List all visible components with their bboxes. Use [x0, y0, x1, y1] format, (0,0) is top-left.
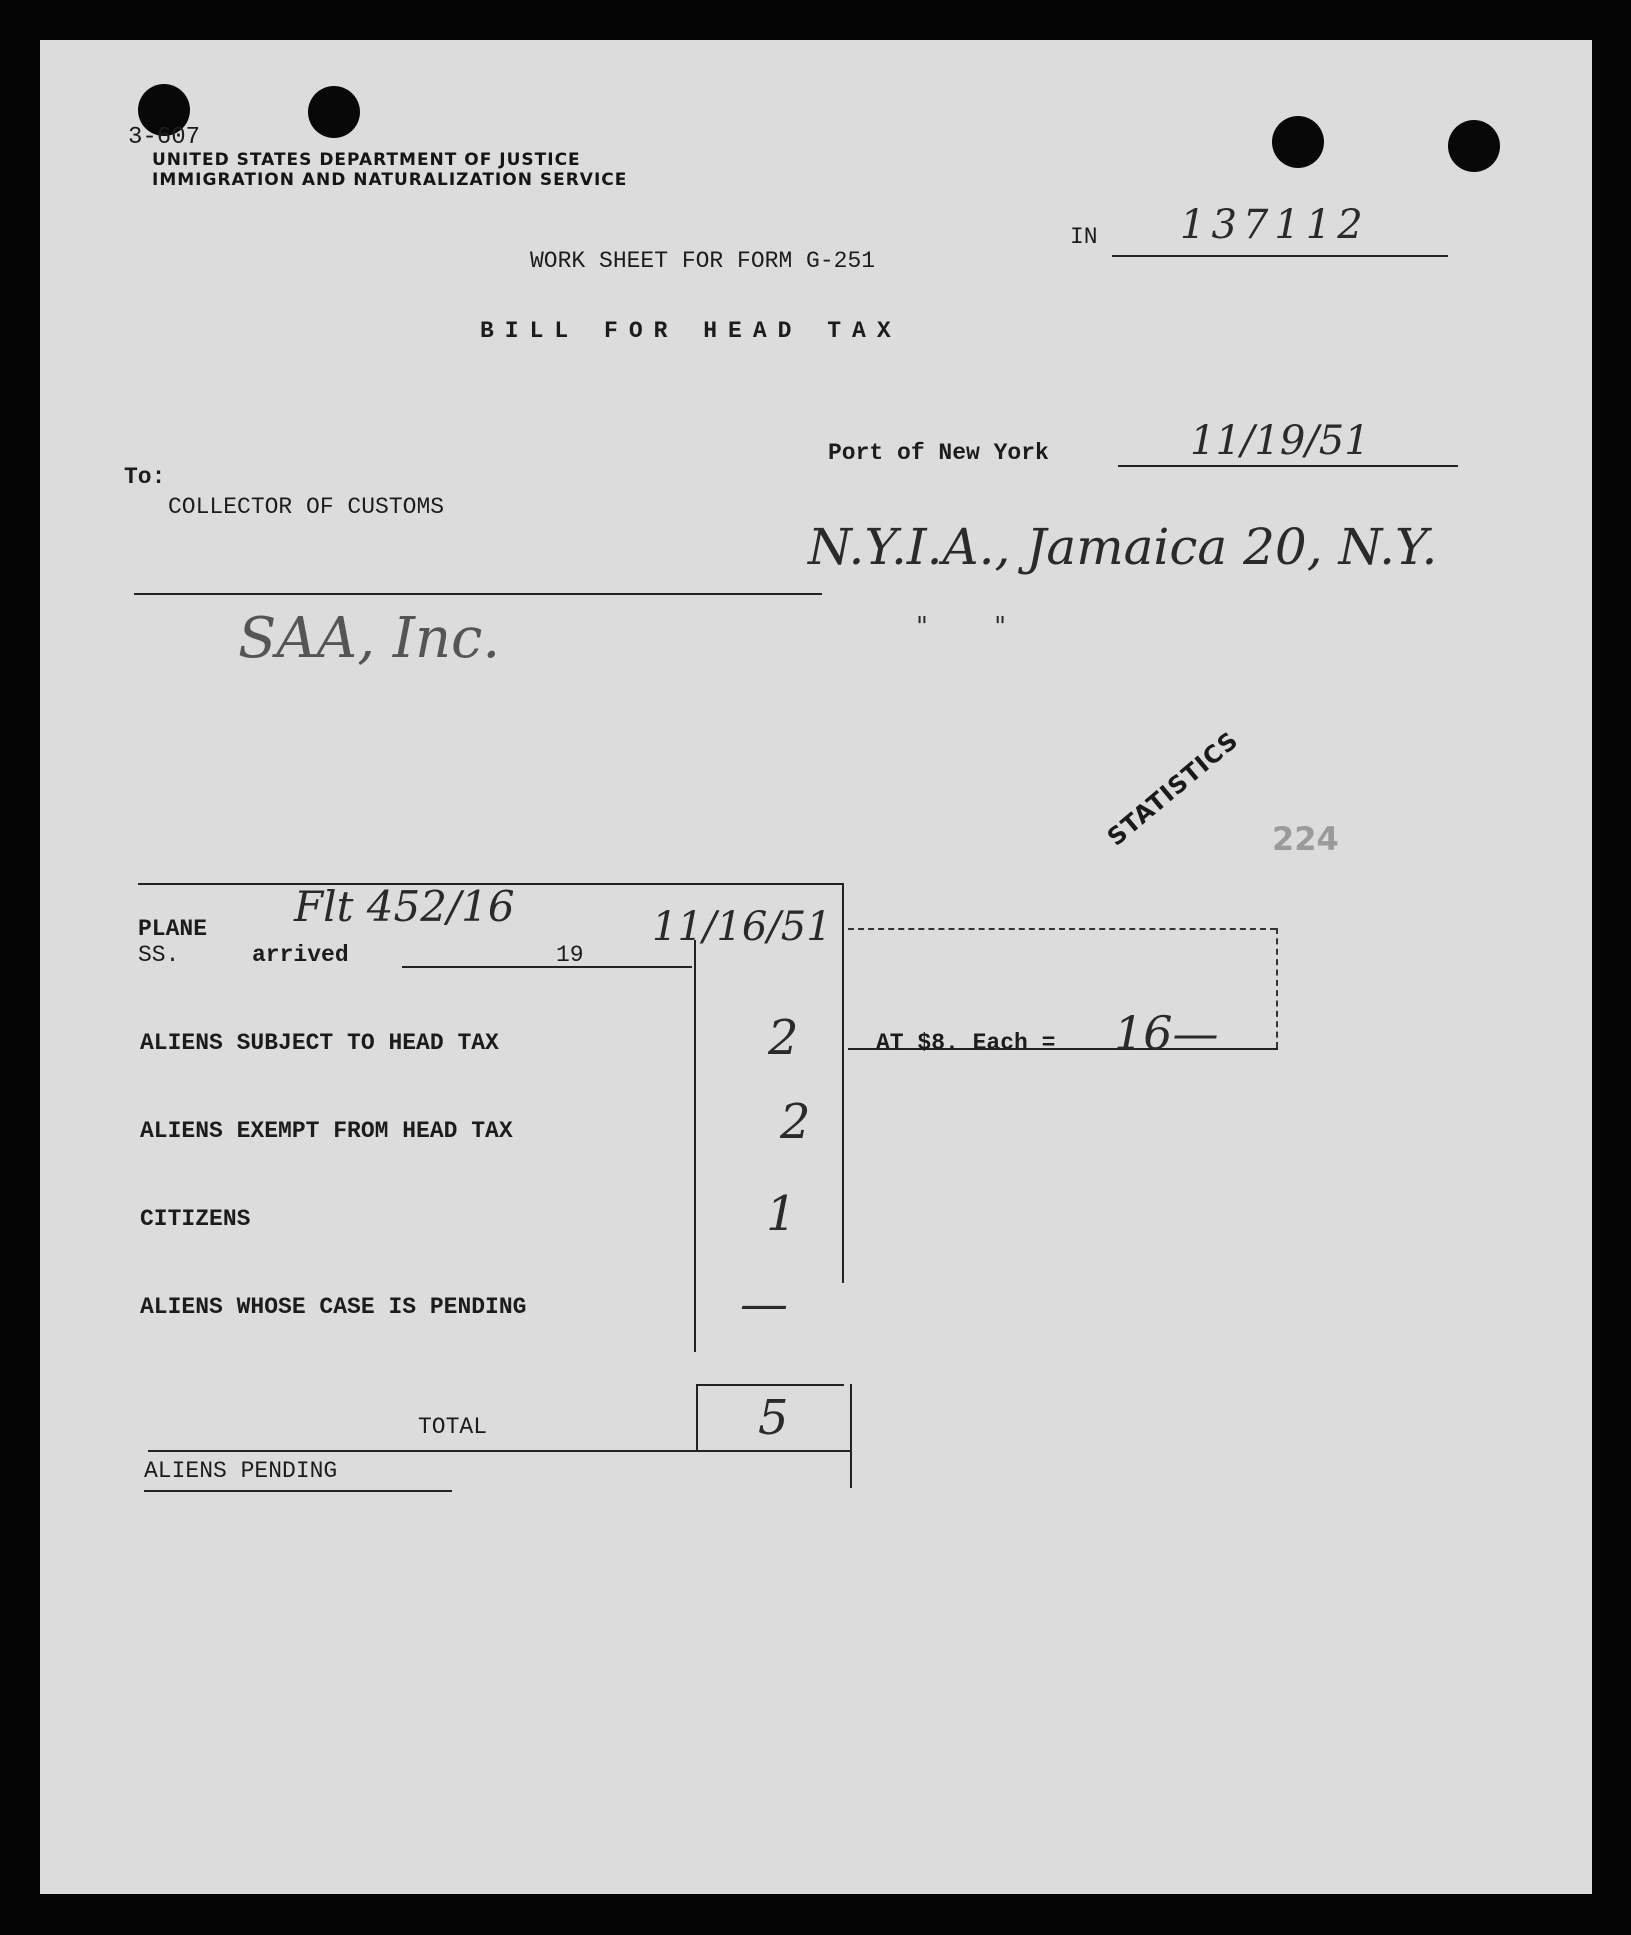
table-right-border: [842, 883, 844, 1283]
in-number-line: [1112, 255, 1448, 257]
rate-box-top: [848, 928, 1276, 930]
total-value: 5: [758, 1390, 789, 1446]
punch-hole: [1448, 120, 1500, 172]
punch-hole: [1272, 116, 1324, 168]
carrier-handwritten: SAA, Inc.: [238, 606, 501, 671]
to-label: To:: [124, 464, 166, 490]
department-name: UNITED STATES DEPARTMENT OF JUSTICE: [152, 150, 581, 170]
arrived-line: [402, 966, 692, 968]
bill-title: BILL FOR HEAD TAX: [480, 318, 902, 344]
row-label-pending: ALIENS WHOSE CASE IS PENDING: [140, 1294, 527, 1320]
punch-hole: [308, 86, 360, 138]
port-label: Port of New York: [828, 440, 1049, 466]
rate-text: AT $8. Each =: [876, 1030, 1056, 1056]
table-bottom-line: [148, 1450, 852, 1452]
row-label-exempt: ALIENS EXEMPT FROM HEAD TAX: [140, 1118, 513, 1144]
row-value-citizens: 1: [766, 1186, 797, 1242]
aliens-pending-line: [144, 1490, 452, 1492]
in-label: IN: [1070, 224, 1098, 250]
port-date-line: [1118, 465, 1458, 467]
stamp-number: 224: [1272, 820, 1339, 858]
flight-handwritten: Flt 452/16: [294, 882, 515, 931]
service-name: IMMIGRATION AND NATURALIZATION SERVICE: [152, 170, 628, 190]
arrival-date-handwritten: 11/16/51: [652, 904, 832, 950]
total-label: TOTAL: [418, 1414, 488, 1440]
total-cell-right: [850, 1384, 852, 1488]
document-sheet: [40, 40, 1592, 1894]
rate-amount: 16—: [1114, 1006, 1219, 1060]
total-cell-left: [696, 1384, 698, 1450]
address-line: [134, 593, 822, 595]
port-date: 11/19/51: [1190, 418, 1370, 464]
location-handwritten: N.Y.I.A., Jamaica 20, N.Y.: [808, 518, 1438, 576]
row-label-citizens: CITIZENS: [140, 1206, 251, 1232]
year-prefix: 19: [556, 942, 584, 968]
plane-label: PLANE: [138, 916, 208, 942]
row-value-subject: 2: [768, 1010, 799, 1066]
value-column-left: [694, 940, 696, 1352]
subtotal-line: [698, 1384, 844, 1386]
rate-box-right: [1276, 928, 1278, 1048]
arrived-label: arrived: [252, 942, 349, 968]
row-value-pending: —: [740, 1276, 788, 1332]
ditto-marks: " ": [916, 612, 1007, 642]
aliens-pending-label: ALIENS PENDING: [144, 1458, 338, 1484]
row-label-subject: ALIENS SUBJECT TO HEAD TAX: [140, 1030, 499, 1056]
row-value-exempt: 2: [780, 1094, 811, 1150]
worksheet-title: WORK SHEET FOR FORM G-251: [530, 248, 876, 274]
collector-name: COLLECTOR OF CUSTOMS: [168, 494, 445, 520]
statistics-stamp: STATISTICS: [1102, 726, 1244, 852]
form-number: 3-607: [128, 124, 201, 151]
ss-label: SS.: [138, 942, 180, 968]
in-number: 137112: [1180, 202, 1369, 248]
